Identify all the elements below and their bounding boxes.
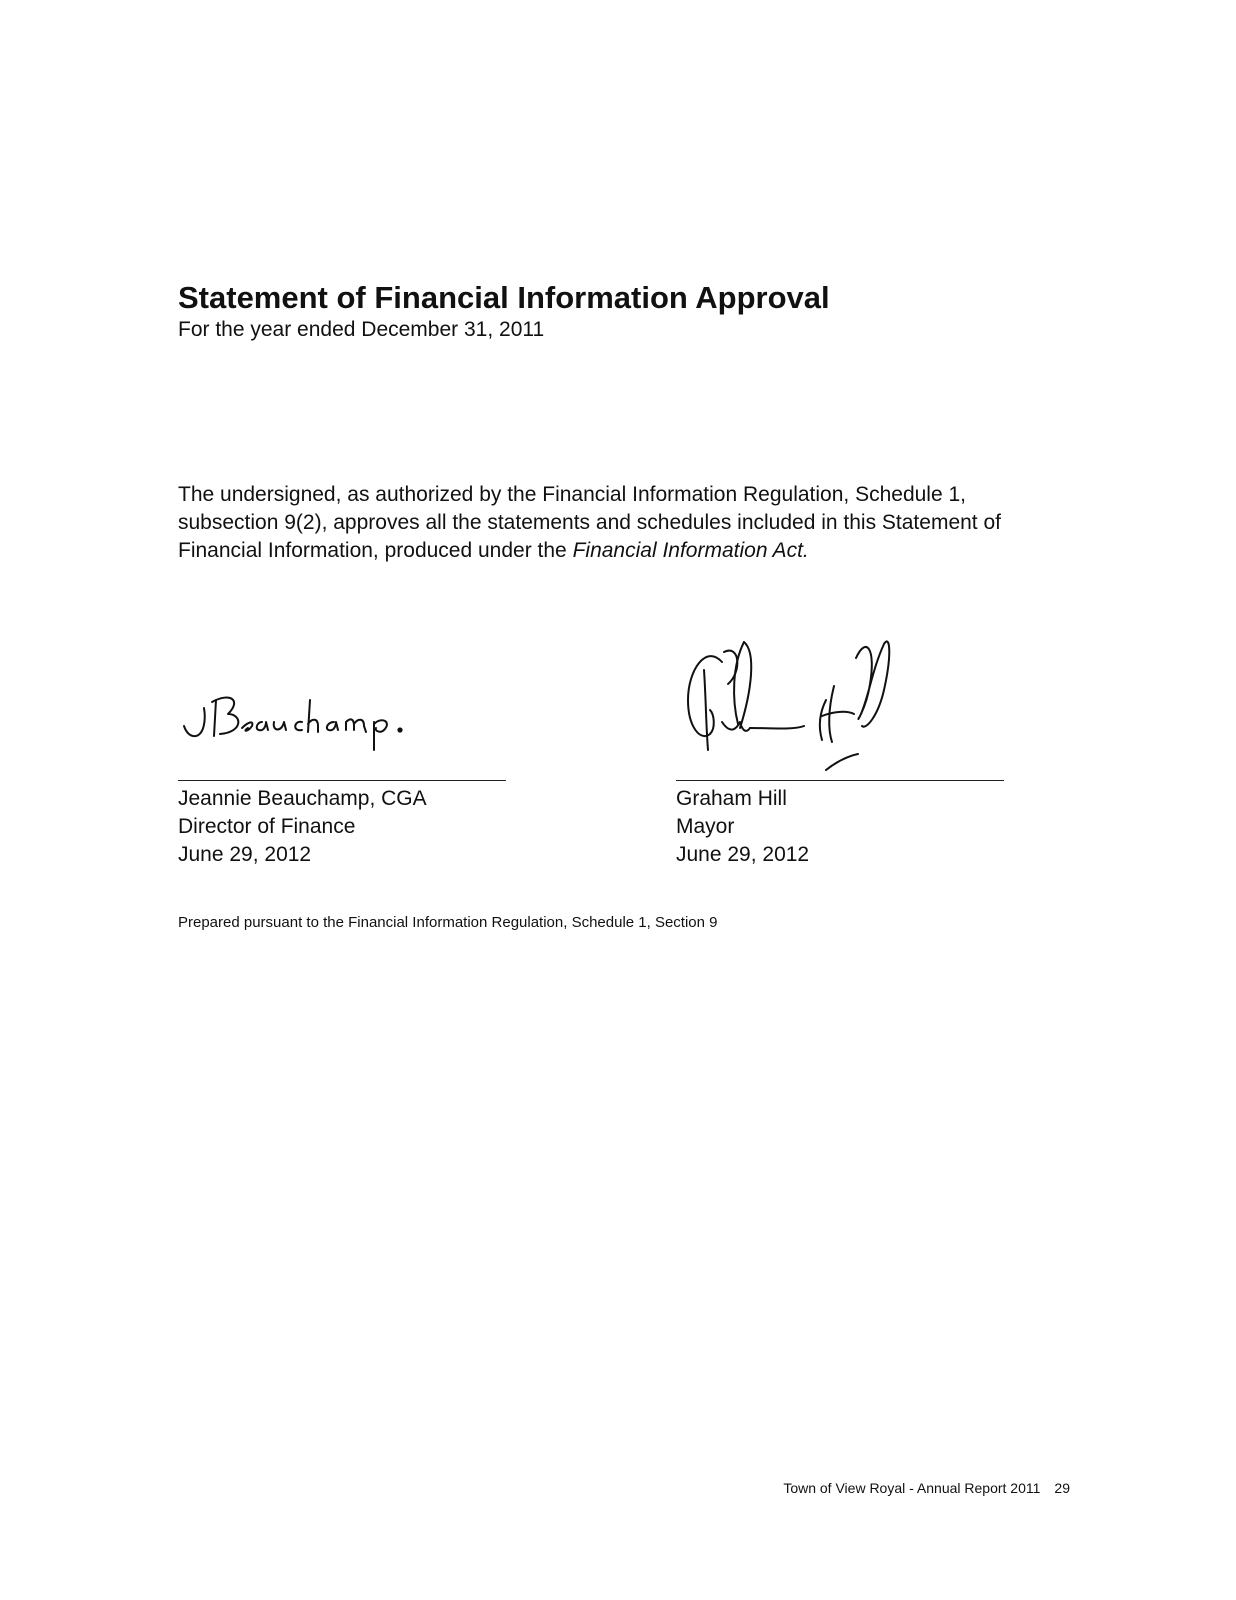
signature-date: June 29, 2012 xyxy=(178,843,312,866)
signatory-details xyxy=(676,785,1006,869)
signature-block-finance xyxy=(178,630,508,869)
signature-hill xyxy=(676,630,1006,780)
page-subtitle: For the year ended December 31, 2011 xyxy=(178,318,545,341)
signatory-details xyxy=(178,785,508,869)
report-name: Town of View Royal - Annual Report 2011 xyxy=(783,1480,1041,1496)
signature-line xyxy=(178,780,506,781)
signature-line xyxy=(676,780,1004,781)
signature-block-mayor xyxy=(676,630,1006,869)
signatory-title: Mayor xyxy=(676,815,735,838)
page-title: Statement of Financial Information Approval xyxy=(178,280,830,315)
signature-date: June 29, 2012 xyxy=(676,843,810,866)
handwritten-signature-beauchamp xyxy=(178,630,478,780)
approval-statement xyxy=(178,481,1058,565)
signatory-name: Jeannie Beauchamp, CGA xyxy=(178,787,427,810)
handwritten-signature-hill xyxy=(676,630,976,780)
page-number: 29 xyxy=(1054,1480,1070,1496)
page-footer xyxy=(783,1480,1070,1496)
regulation-footnote: Prepared pursuant to the Financial Information Regulation, Schedule 1, Section 9 xyxy=(178,914,718,931)
signatory-name: Graham Hill xyxy=(676,787,787,810)
signature-beauchamp xyxy=(178,630,508,780)
statement-text: The undersigned, as authorized by the Financial Information Regulation, Schedule 1, subsection 9(2), approves all the statements and schedules included in this Statement of Financial Information, produced under the xyxy=(178,483,1001,562)
signatory-title: Director of Finance xyxy=(178,815,356,838)
act-name: Financial Information Act. xyxy=(572,539,809,562)
